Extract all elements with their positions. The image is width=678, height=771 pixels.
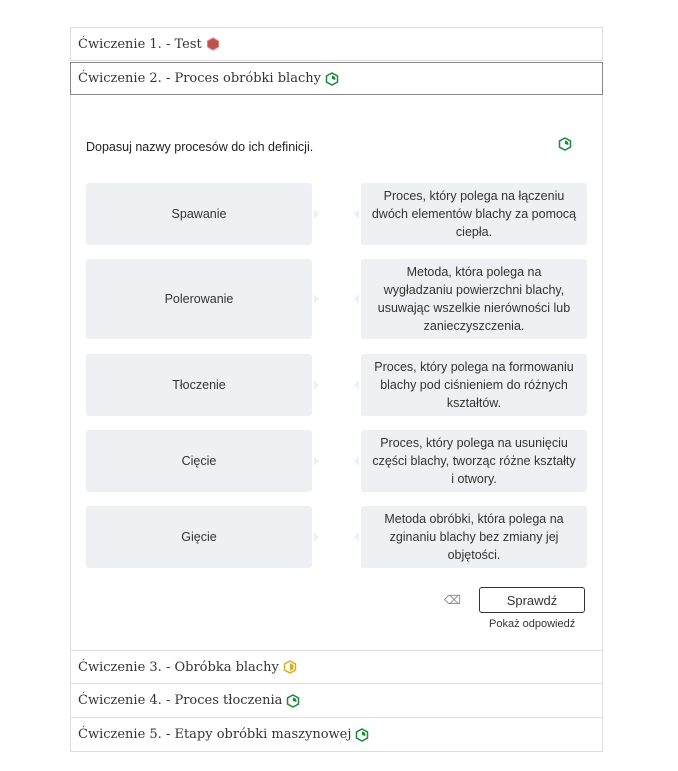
definition-card[interactable]: Proces, który polega na łączeniu dwóch elementów blachy za pomocą ciepła.: [361, 183, 587, 245]
section-header-4[interactable]: [70, 684, 603, 718]
section-title: Ćwiczenie 1. - Test: [78, 36, 202, 52]
section-title: Ćwiczenie 4. - Proces tłoczenia: [78, 693, 283, 708]
status-failed-icon: [206, 37, 220, 51]
term-card[interactable]: Cięcie: [86, 430, 312, 492]
check-button[interactable]: Sprawdź: [479, 587, 585, 613]
arrow-left-icon: [354, 380, 359, 390]
section-header-2[interactable]: [70, 62, 603, 95]
section-header-3[interactable]: [70, 650, 603, 684]
definition-card[interactable]: Metoda obróbki, która polega na zginaniu blachy bez zmiany jej objętości.: [361, 506, 587, 568]
status-in-progress-icon: [355, 728, 369, 742]
definition-card[interactable]: Proces, który polega na formowaniu blachy pod ciśnieniem do różnych kształtów.: [361, 354, 587, 416]
status-in-progress-icon: [325, 72, 339, 86]
arrow-right-icon: [314, 209, 319, 219]
exercise-content: [70, 95, 603, 650]
show-answer-link[interactable]: Pokaż odpowiedź: [489, 618, 576, 630]
definition-card[interactable]: Proces, który polega na usunięciu części blachy, tworząc różne kształty i otwory.: [361, 430, 587, 492]
arrow-left-icon: [354, 209, 359, 219]
arrow-right-icon: [314, 380, 319, 390]
arrow-left-icon: [354, 532, 359, 542]
section-title: Ćwiczenie 3. - Obróbka blachy: [78, 659, 279, 675]
term-card[interactable]: Polerowanie: [86, 259, 312, 339]
reset-eraser-icon[interactable]: ⌫: [444, 593, 461, 607]
arrow-left-icon: [354, 294, 359, 304]
arrow-right-icon: [314, 456, 319, 466]
section-title: Ćwiczenie 5. - Etapy obróbki maszynowej: [78, 727, 352, 742]
instruction: Dopasuj nazwy procesów do ich definicji.: [86, 140, 314, 154]
status-in-progress-icon: [558, 137, 572, 151]
definition-card[interactable]: Metoda, która polega na wygładzaniu powierzchni blachy, usuwając wszelkie nierówności lub zanieczyszczenia.: [361, 259, 587, 339]
exercise-accordion: [70, 27, 603, 752]
term-card[interactable]: Tłoczenie: [86, 354, 312, 416]
term-card[interactable]: Spawanie: [86, 183, 312, 245]
arrow-left-icon: [354, 456, 359, 466]
term-card[interactable]: Gięcie: [86, 506, 312, 568]
status-in-progress-icon: [286, 694, 300, 708]
section-header-1[interactable]: [70, 27, 603, 61]
status-partial-icon: [283, 660, 297, 674]
section-title: Ćwiczenie 2. - Proces obróbki blachy: [78, 71, 321, 86]
section-header-5[interactable]: [70, 718, 603, 752]
arrow-right-icon: [314, 294, 319, 304]
arrow-right-icon: [314, 532, 319, 542]
